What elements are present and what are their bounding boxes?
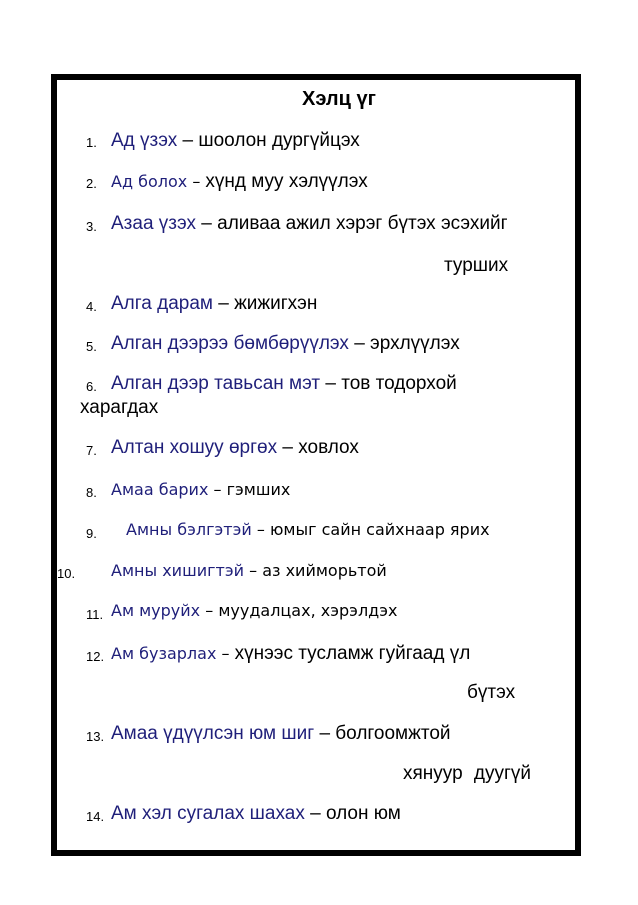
idiom-term: Ад болох <box>111 172 188 191</box>
idiom-definition: олон юм <box>325 803 401 824</box>
idiom-definition: хүнд муу хэлүүлэх <box>205 171 368 192</box>
idiom-definition: аз хийморьтой <box>262 561 387 580</box>
idiom-term: Алган дээрээ бөмбөрүүлэх <box>111 333 349 354</box>
item-number: 2. <box>86 176 97 191</box>
item-number: 12. <box>86 649 105 664</box>
idiom-definition: аливаа ажил хэрэг бүтэх эсэхийг <box>217 213 508 234</box>
list-item <box>111 333 460 355</box>
list-item <box>111 437 359 459</box>
idiom-definition: болгоомжтой <box>335 723 451 744</box>
separator: – <box>320 373 342 394</box>
idiom-term: Ам бузарлах <box>111 644 217 663</box>
idiom-term: Ам хэл сугалах шахах <box>111 803 305 824</box>
idiom-term: Амны хишигтэй <box>111 561 245 580</box>
idiom-definition: муудалцах, хэрэлдэх <box>218 601 398 620</box>
list-item <box>111 130 360 152</box>
idiom-definition: тов тодорхой <box>341 373 457 394</box>
definition-continuation: харагдах <box>80 397 159 418</box>
idiom-term: Алган дээр тавьсан мэт <box>111 373 321 394</box>
list-item <box>126 520 490 539</box>
list-item <box>111 213 508 235</box>
separator: – <box>187 172 206 191</box>
separator: – <box>208 480 227 499</box>
item-number: 11. <box>86 607 104 622</box>
idiom-definition: ховлох <box>298 437 359 458</box>
idiom-term: Ад үзэх <box>111 130 178 151</box>
idiom-definition: эрхлүүлэх <box>370 333 460 354</box>
separator: – <box>304 803 326 824</box>
separator: – <box>216 644 235 663</box>
definition-continuation: турших <box>444 255 509 276</box>
idiom-definition: юмыг сайн сайхнаар ярих <box>269 520 490 539</box>
list-item <box>111 293 317 315</box>
idiom-definition: шоолон дургүйцэх <box>198 130 360 151</box>
separator: – <box>177 130 199 151</box>
item-number: 6. <box>86 379 97 394</box>
idiom-definition: жижигхэн <box>234 293 318 314</box>
definition-continuation: бүтэх <box>467 682 516 703</box>
list-item <box>111 601 397 620</box>
item-number: 9. <box>86 526 97 541</box>
separator: – <box>314 723 336 744</box>
item-number: 10. <box>57 566 76 581</box>
list-item <box>111 480 290 499</box>
separator: – <box>200 601 219 620</box>
separator: – <box>348 333 371 354</box>
idiom-definition: хүнээс тусламж гуйгаад үл <box>234 643 471 664</box>
list-item <box>111 803 401 825</box>
item-number: 14. <box>86 809 105 824</box>
item-number: 7. <box>86 443 97 458</box>
separator: – <box>244 561 263 580</box>
item-number: 1. <box>86 135 97 150</box>
list-item <box>111 171 368 193</box>
separator: – <box>212 293 235 314</box>
idiom-term: Амны бэлгэтэй <box>126 520 252 539</box>
page-title: Хэлц үг <box>302 88 376 110</box>
item-number: 5. <box>86 339 97 354</box>
list-item <box>111 373 457 395</box>
item-number: 13. <box>86 729 105 744</box>
item-number: 8. <box>86 485 97 500</box>
list-item <box>111 643 470 665</box>
idiom-definition: гэмших <box>226 480 291 499</box>
idiom-term: Азаа үзэх <box>111 213 196 234</box>
list-item <box>111 723 451 745</box>
item-number: 4. <box>86 299 97 314</box>
idiom-term: Ам муруйх <box>111 601 201 620</box>
list-item <box>111 561 387 580</box>
item-number: 3. <box>86 219 97 234</box>
idiom-term: Алга дарам <box>111 293 213 314</box>
definition-continuation: хянуур дуугүй <box>403 763 532 784</box>
separator: – <box>277 437 299 458</box>
idiom-term: Амаа үдүүлсэн юм шиг <box>111 723 315 744</box>
idiom-term: Амаа барих <box>111 480 209 499</box>
separator: – <box>196 213 218 234</box>
idiom-term: Алтан хошуу өргөх <box>111 437 278 458</box>
separator: – <box>251 520 270 539</box>
